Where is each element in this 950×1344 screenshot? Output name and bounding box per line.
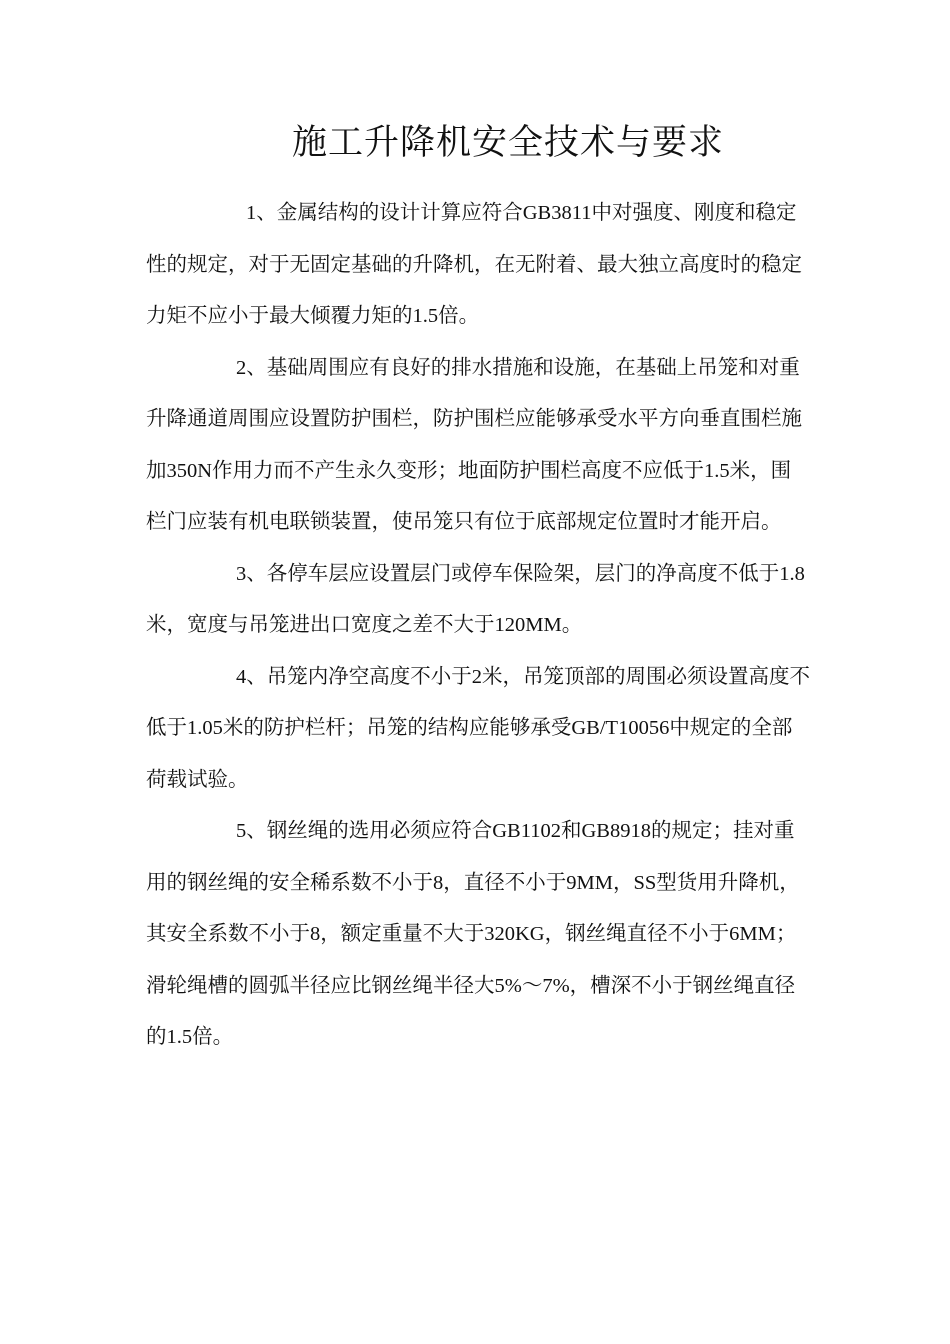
document-title: 施工升降机安全技术与要求 — [291, 123, 724, 162]
paragraph-3: 3、各停车层应设置层门或停车保险架，层门的净高度不低于1.8米，宽度与吊笼进出口宽度之差不大于120MM。 — [146, 562, 805, 636]
paragraph-2: 2、基础周围应有良好的排水措施和设施，在基础上吊笼和对重升降通道周围应设置防护围栏，防护围栏应能够承受水平方向垂直围栏施加350N作用力而不产生永久变形；地面防护围栏高度不应低于1.5米，围栏门应装有机电联锁装置，使吊笼只有位于底部规定位置时才能开启。 — [146, 356, 802, 533]
document-body — [146, 188, 810, 1064]
paragraph-4: 4、吊笼内净空高度不小于2米，吊笼顶部的周围必须设置高度不低于1.05米的防护栏杆；吊笼的结构应能够承受GB/T10056中规定的全部荷载试验。 — [146, 665, 810, 791]
paragraph-5: 5、钢丝绳的选用必须应符合GB1102和GB8918的规定；挂对重用的钢丝绳的安全稀系数不小于8，直径不小于9MM，SS型货用升降机，其安全系数不小于8，额定重量不大于320KG，钢丝绳直径不小于6MM；滑轮绳槽的圆弧半径应比钢丝绳半径大5%～7%，槽深不小于钢丝绳直径的1.5倍。 — [146, 820, 800, 1048]
paragraph-1: 1、金属结构的设计计算应符合GB3811中对强度、刚度和稳定性的规定，对于无固定基础的升降机，在无附着、最大独立高度时的稳定力矩不应小于最大倾覆力矩的1.5倍。 — [146, 202, 802, 327]
